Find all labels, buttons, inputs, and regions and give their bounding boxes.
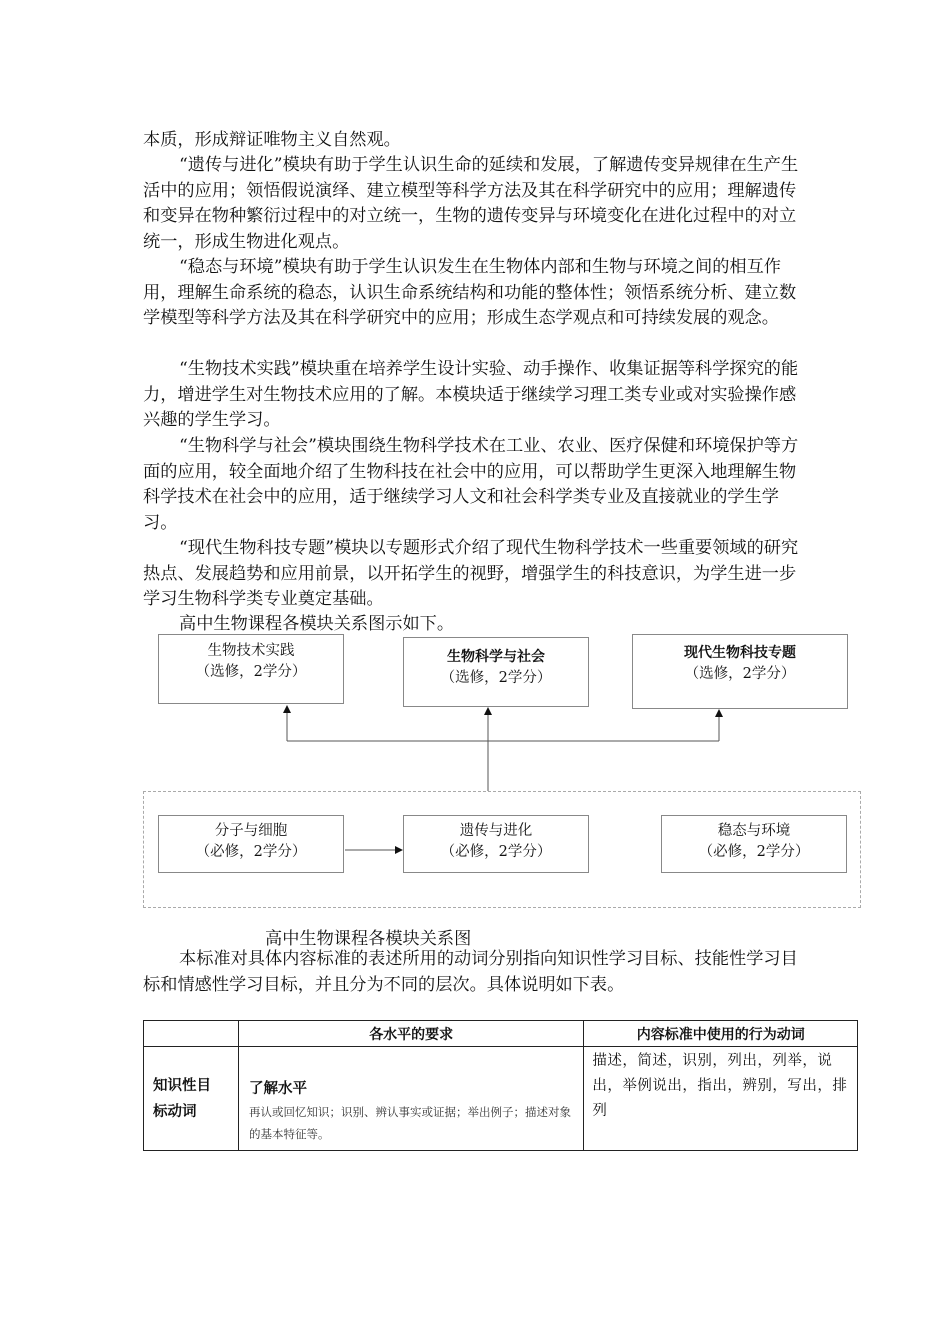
level-title: 了解水平 [248, 1081, 307, 1097]
level-cell [238, 1047, 583, 1151]
paragraph-standards-intro: 本标准对具体内容标准的表述所用的动词分别指向知识性学习目标、技能性学习目标和情感性学习目标，并且分为不同的层次。具体说明如下表。 [143, 949, 798, 995]
arrowhead-up [484, 707, 492, 715]
module-credit: （选修，2学分） [684, 666, 796, 682]
table-row [144, 1047, 858, 1151]
verbs-cell: 描述，简述，识别，列出，列举，说出，举例说出，指出，辨别，写出，排列 [584, 1047, 858, 1151]
module-credit: （必修，2学分） [195, 844, 307, 860]
paragraph-genetics-evolution: “遗传与进化”模块有助于学生认识生命的延续和发展，了解遗传变异规律在生产生活中的应用；领悟假说演绎、建立模型等科学方法及其在科学研究中的应用；理解遗传和变异在物种繁衍过程中的对立统一，生物的遗传变异与环境变化在进化过程中的对立统一，形成生物进化观点。 [143, 155, 799, 252]
table-header-verbs: 内容标准中使用的行为动词 [584, 1021, 858, 1047]
arrowhead-up [715, 709, 723, 717]
paragraph-continuation: 本质，形成辩证唯物主义自然观。 [143, 130, 401, 150]
diagram-caption: 高中生物课程各模块关系图 [265, 929, 472, 949]
category-cell [144, 1047, 239, 1151]
module-box-biotech-practice [158, 634, 344, 704]
paragraph-diagram-intro: 高中生物课程各模块关系图示如下。 [179, 614, 455, 634]
module-title: 现代生物科技专题 [684, 645, 796, 661]
module-title: 遗传与进化 [459, 823, 533, 839]
module-box-genetics-evolution [403, 815, 589, 873]
module-credit: （必修，2学分） [698, 844, 810, 860]
module-credit: （选修，2学分） [440, 670, 552, 686]
table-header-row [144, 1021, 858, 1047]
paragraph-biotech-practice: “生物技术实践”模块重在培养学生设计实验、动手操作、收集证据等科学探究的能力，增进学生对生物技术应用的了解。本模块适于继续学习理工类专业或对实验操作感兴趣的学生学习。 [143, 359, 799, 431]
paragraph-modern-biotech: “现代生物科技专题”模块以专题形式介绍了现代生物科学技术一些重要领域的研究热点、发展趋势和应用前景，以开拓学生的视野，增强学生的科技意识，为学生进一步学习生物科学类专业奠定基础。 [143, 538, 799, 610]
module-title: 生物科学与社会 [447, 649, 545, 665]
module-box-bioscience-society [403, 637, 589, 707]
module-title: 稳态与环境 [717, 823, 791, 839]
module-title: 分子与细胞 [214, 823, 288, 839]
module-title: 生物技术实践 [207, 643, 295, 659]
module-box-modern-biotech [632, 634, 848, 709]
paragraph-bioscience-society: “生物科学与社会”模块围绕生物科学技术在工业、农业、医疗保健和环境保护等方面的应用，较全面地介绍了生物科技在社会中的应用，可以帮助学生更深入地理解生物科学技术在社会中的应用，适于继续学习人文和社会科学类专业及直接就业的学生学习。 [143, 436, 799, 533]
paragraph-homeostasis-environment: “稳态与环境”模块有助于学生认识发生在生物体内部和生物与环境之间的相互作用，理解生命系统的稳态，认识生命系统结构和功能的整体性；领悟系统分析、建立数学模型等科学方法及其在科学研究中的应用；形成生态学观点和可持续发展的观念。 [143, 257, 797, 329]
table-header-empty [144, 1021, 239, 1047]
category-label: 知识性目标动词 [153, 1077, 211, 1120]
module-box-homeostasis-environment [661, 815, 847, 873]
table-header-requirements: 各水平的要求 [238, 1021, 583, 1047]
arrowhead-up [283, 705, 291, 713]
standards-table [143, 1020, 858, 1151]
level-description: 再认或回忆知识；识别、辨认事实或证据；举出例子；描述对象的基本特征等。 [248, 1105, 571, 1141]
module-box-molecule-cell [158, 815, 344, 873]
module-credit: （选修，2学分） [195, 664, 307, 680]
module-credit: （必修，2学分） [440, 844, 552, 860]
